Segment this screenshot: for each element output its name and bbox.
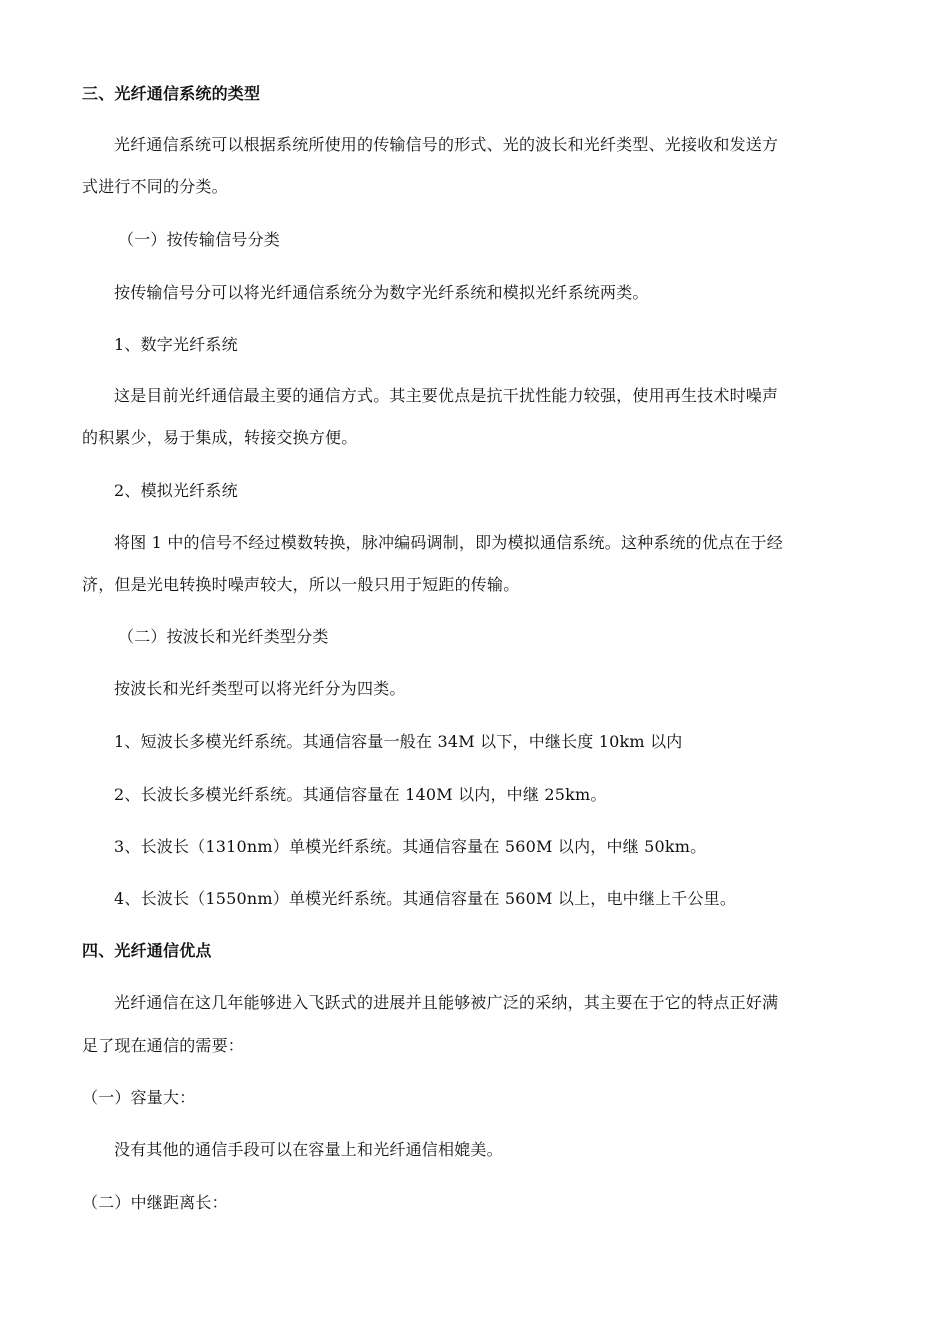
intro-paragraph-line-2: 式进行不同的分类。 xyxy=(82,177,228,196)
intro-paragraph-line-1: 光纤通信系统可以根据系统所使用的传输信号的形式、光的波长和光纤类型、光接收和发送方 xyxy=(114,135,779,154)
item-title-analog: 2、模拟光纤系统 xyxy=(114,481,238,500)
list-item: 4、长波长（1550nm）单模光纤系统。其通信容量在 560M 以上，电中继上千公里。 xyxy=(114,889,737,908)
signal-paragraph: 按传输信号分可以将光纤通信系统分为数字光纤系统和模拟光纤系统两类。 xyxy=(114,283,649,302)
digital-paragraph-line-2: 的积累少，易于集成，转接交换方便。 xyxy=(82,428,358,447)
list-item: 3、长波长（1310nm）单模光纤系统。其通信容量在 560M 以内，中继 50km。 xyxy=(114,837,707,856)
digital-paragraph-line-1: 这是目前光纤通信最主要的通信方式。其主要优点是抗干扰性能力较强，使用再生技术时噪声 xyxy=(114,386,779,405)
list-item: 2、长波长多模光纤系统。其通信容量在 140M 以内，中继 25km。 xyxy=(114,785,607,804)
item-title-digital: 1、数字光纤系统 xyxy=(114,335,238,354)
analog-paragraph-line-2: 济，但是光电转换时噪声较大，所以一般只用于短距的传输。 xyxy=(82,575,520,594)
advantage-title-capacity: （一）容量大： xyxy=(82,1088,196,1107)
advantages-paragraph-line-2: 足了现在通信的需要： xyxy=(82,1036,245,1055)
section-heading-3: 三、光纤通信系统的类型 xyxy=(82,84,261,103)
section-heading-4: 四、光纤通信优点 xyxy=(82,941,212,960)
list-item: 1、短波长多模光纤系统。其通信容量一般在 34M 以下，中继长度 10km 以内 xyxy=(114,732,683,751)
subsection-title-wavelength: （二）按波长和光纤类型分类 xyxy=(118,627,329,646)
capacity-paragraph: 没有其他的通信手段可以在容量上和光纤通信相媲美。 xyxy=(114,1140,503,1159)
subsection-title-signal: （一）按传输信号分类 xyxy=(118,230,281,249)
advantages-paragraph-line-1: 光纤通信在这几年能够进入飞跃式的进展并且能够被广泛的采纳，其主要在于它的特点正好满 xyxy=(114,993,779,1012)
wavelength-paragraph: 按波长和光纤类型可以将光纤分为四类。 xyxy=(114,679,406,698)
advantage-title-relay-distance: （二）中继距离长： xyxy=(82,1193,228,1212)
analog-paragraph-line-1: 将图 1 中的信号不经过模数转换，脉冲编码调制，即为模拟通信系统。这种系统的优点在于经 xyxy=(114,533,783,552)
